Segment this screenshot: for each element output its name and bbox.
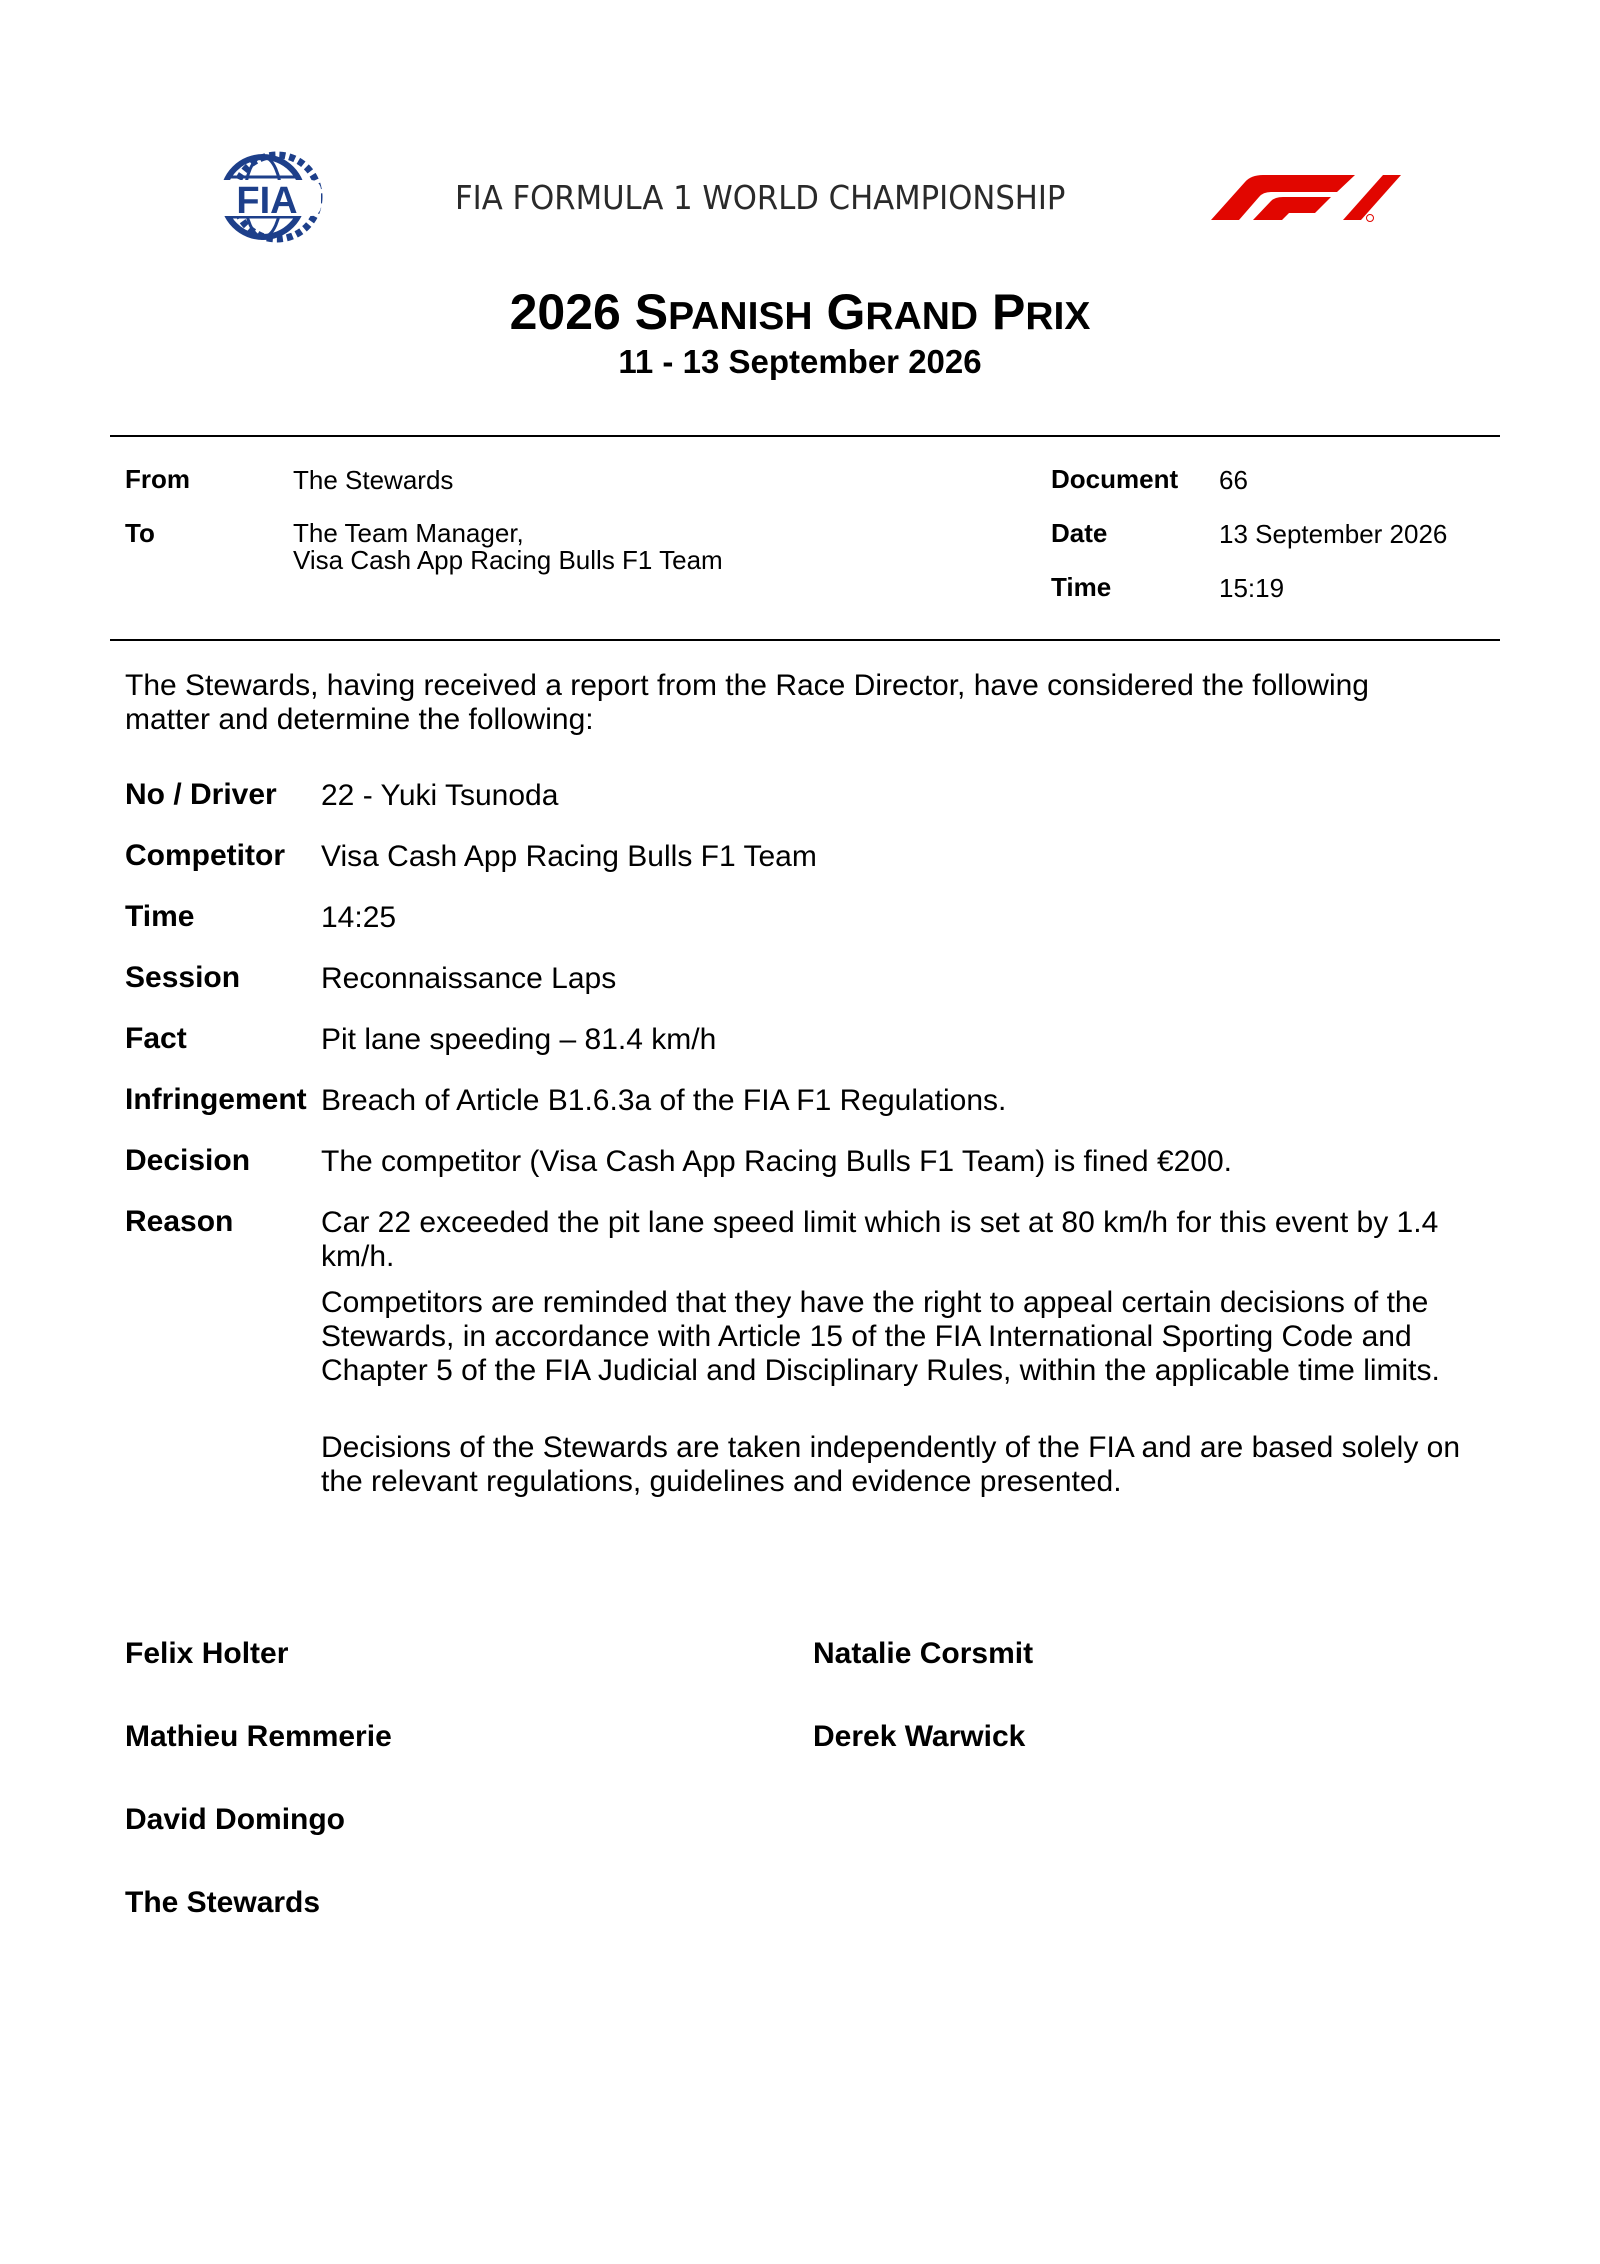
steward-name: Natalie Corsmit — [813, 1637, 1034, 1670]
session-label: Session — [125, 961, 241, 994]
competitor-label: Competitor — [125, 839, 285, 872]
fact-label: Fact — [125, 1022, 187, 1055]
decision-value: The competitor (Visa Cash App Racing Bulls F1 Team) is fined €200. — [321, 1145, 1233, 1178]
incident-time-label: Time — [125, 900, 195, 933]
event-title — [0, 283, 1600, 341]
reason-value: Car 22 exceeded the pit lane speed limit which is set at 80 km/h for this event by 1.4 km/h. — [321, 1206, 1439, 1273]
infringement-label: Infringement — [125, 1083, 307, 1116]
competitor-value: Visa Cash App Racing Bulls F1 Team — [321, 840, 817, 873]
event-title-word: GRAND — [826, 284, 979, 340]
steward-name: Mathieu Remmerie — [125, 1720, 392, 1753]
steward-name: David Domingo — [125, 1803, 346, 1836]
infringement-value: Breach of Article B1.6.3a of the FIA F1 Regulations. — [321, 1084, 1007, 1117]
steward-name: Derek Warwick — [813, 1720, 1026, 1753]
date-label: Date — [1051, 518, 1108, 548]
appeal-notice: Competitors are reminded that they have the right to appeal certain decisions of the Stewards, in accordance with Article 15 of the FIA International Sporting Code and Chapter 5 of the FIA Judicial and Disciplinary Rules, within the applicable time limits. — [321, 1286, 1440, 1387]
event-title-year: 2026 — [509, 284, 621, 340]
time-label: Time — [1051, 572, 1112, 602]
divider-bottom — [110, 639, 1500, 641]
to-label: To — [125, 518, 155, 548]
event-title-word: PRIX — [991, 284, 1091, 340]
incident-time-value: 14:25 — [321, 901, 397, 934]
time-value: 15:19 — [1219, 573, 1285, 603]
divider-top — [110, 435, 1500, 437]
steward-name: Felix Holter — [125, 1637, 289, 1670]
from-label: From — [125, 464, 190, 494]
decision-label: Decision — [125, 1144, 251, 1177]
event-title-word: SPANISH — [634, 284, 813, 340]
document-label: Document — [1051, 464, 1179, 494]
reason-label: Reason — [125, 1205, 234, 1238]
to-value-line2: Visa Cash App Racing Bulls F1 Team — [293, 545, 723, 575]
from-value: The Stewards — [293, 465, 454, 495]
fia-logo-text: FIA — [236, 180, 298, 222]
championship-name: FIA FORMULA 1 WORLD CHAMPIONSHIP — [455, 178, 1066, 217]
f1-logo-icon — [1205, 170, 1405, 224]
session-value: Reconnaissance Laps — [321, 962, 617, 995]
signature-closing: The Stewards — [125, 1886, 321, 1919]
to-value-line1: The Team Manager, — [293, 518, 524, 548]
document-value: 66 — [1219, 465, 1248, 495]
driver-value: 22 - Yuki Tsunoda — [321, 779, 559, 812]
date-value: 13 September 2026 — [1219, 519, 1448, 549]
independence-notice: Decisions of the Stewards are taken independently of the FIA and are based solely on the relevant regulations, guidelines and evidence presented. — [321, 1431, 1461, 1498]
event-dates: 11 - 13 September 2026 — [618, 343, 982, 380]
driver-label: No / Driver — [125, 778, 277, 811]
intro-text: The Stewards, having received a report from the Race Director, have considered the following matter and determine the following: — [125, 669, 1369, 736]
fact-value: Pit lane speeding – 81.4 km/h — [321, 1023, 717, 1056]
fia-logo-icon — [205, 150, 340, 245]
